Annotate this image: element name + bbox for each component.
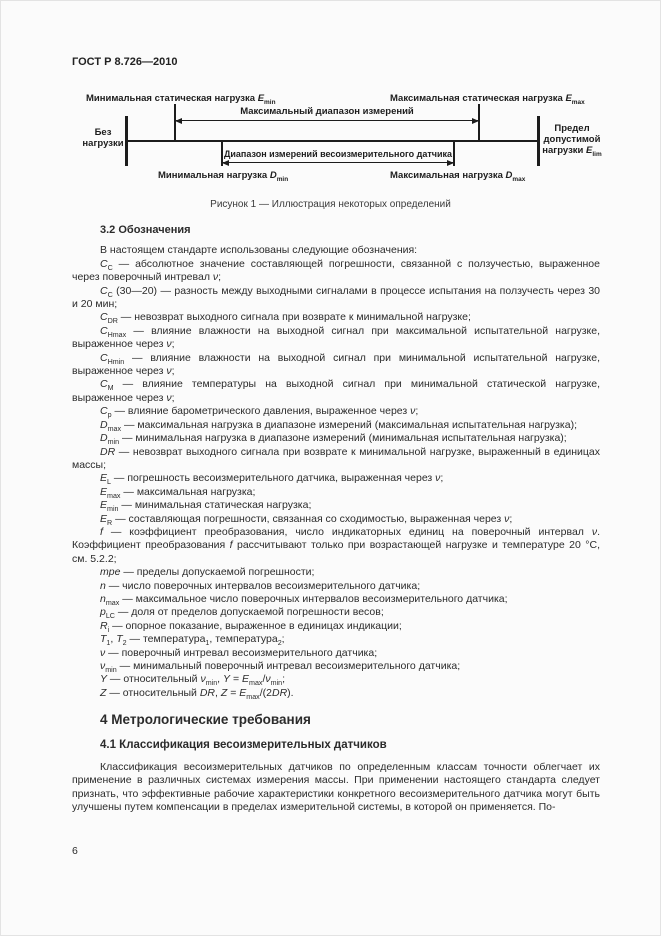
figure-1-diagram	[0, 0, 661, 220]
definitions-list	[72, 258, 600, 700]
body-text	[72, 224, 600, 815]
page-number: 6	[72, 845, 78, 857]
definition-item: $\nu_{min}$ — минимальный поверочный интревал весоизмерительного датчика;	[100, 660, 461, 675]
definition-item: $C_C$ — абсолютное значение составляющей погрешности, связанной с ползучестью, выраженное через поверочный интревал ν;	[72, 257, 600, 284]
emax-tick	[478, 104, 480, 141]
definition-item: $C_{DR}$ — невозврат выходного сигнала при возврате к минимальной нагрузке;	[100, 311, 471, 326]
label-max-load: Максимальная нагрузка $D_{max}$	[390, 170, 526, 183]
max-range-arrow	[176, 120, 478, 121]
figure-caption: Рисунок 1 — Иллюстрация некоторых определений	[210, 199, 451, 210]
label-min-static-load: Минимальная статическая нагрузка $E_{min}$	[86, 93, 276, 106]
definition-item: $E_{min}$ — минимальная статическая нагрузка;	[100, 499, 312, 514]
definition-item: n — число поверочных интервалов весоизмерительного датчика;	[100, 579, 421, 592]
label-max-measuring-range: Максимальный диапазон измерений	[240, 106, 414, 117]
definition-item: DR — невозврат выходного сигнала при возврате к минимальной нагрузке, выраженный в единицах массы;	[72, 445, 600, 471]
label-cell-measuring-range: Диапазон измерений весоизмерительного датчика	[223, 149, 453, 159]
definition-item: $C_{Hmax}$ — влияние влажности на выходной сигнал при максимальной испытательной нагрузке, выраженное через ν;	[72, 324, 600, 351]
definition-item: $C_{Hmin}$ — влияние влажности на выходной сигнал при минимальной испытательной нагрузке, выраженное через ν;	[72, 351, 600, 378]
section-3-2-title: 3.2 Обозначения	[100, 224, 191, 236]
emin-tick	[174, 104, 176, 141]
label-min-load: Минимальная нагрузка $D_{min}$	[158, 170, 289, 183]
definition-item: $T_1$, $T_2$ — температура$_1$, температура$_2$;	[100, 633, 285, 648]
definition-item: $n_{max}$ — максимальное число поверочных интервалов весоизмерительного датчика;	[100, 592, 508, 608]
definition-item: $p_{LC}$ — доля от пределов допускаемой погрешности весов;	[100, 606, 384, 621]
section-4-title: 4 Метрологические требования	[100, 712, 311, 728]
document-header: ГОСТ Р 8.726—2010	[72, 56, 178, 68]
load-limit-boundary-tick	[537, 116, 540, 166]
definition-item: $C_p$ — влияние барометрического давления, выраженное через ν;	[100, 405, 419, 420]
label-max-static-load: Максимальная статическая нагрузка $E_{max}$	[390, 93, 585, 106]
definition-item: mpe — пределы допускаемой погрешности;	[100, 566, 315, 579]
cell-range-arrow	[223, 162, 453, 163]
definition-item: ν — поверочный интревал весоизмерительного датчика;	[100, 646, 378, 659]
definition-item: $C_C$ (30—20) — разность между выходными сигналами в процессе испытания на ползучесть через 30 и 20 мин;	[72, 284, 600, 311]
section-3-2-intro: В настоящем стандарте использованы следующие обозначения:	[100, 244, 418, 257]
definition-item: Z — относительный DR, $Z = E_{max}/(2DR)$.	[100, 686, 294, 701]
section-4-1-title: 4.1 Классификация весоизмерительных датчиков	[100, 738, 387, 751]
definition-item: $E_{max}$ — максимальная нагрузка;	[100, 485, 256, 500]
definition-item: $D_{min}$ — минимальная нагрузка в диапазоне измерений (минимальная испытательная нагрузка);	[100, 432, 567, 447]
definition-item: $C_M$ — влияние температуры на выходной сигнал при минимальной статической нагрузке, выраженное через ν;	[72, 378, 600, 404]
label-load-limit: Предел допустимой нагрузки $E_{lim}$	[542, 123, 602, 158]
definition-item: $D_{max}$ — максимальная нагрузка в диапазоне измерений (максимальная испытательная нагрузка);	[100, 418, 577, 433]
label-no-load: Без нагрузки	[82, 127, 124, 149]
definition-item: $E_R$ — составляющая погрешности, связанная со сходимостью, выраженная через ν;	[100, 512, 513, 527]
definition-item: $E_L$ — погрешность весоизмерительного датчика, выраженная через ν;	[100, 472, 444, 487]
definition-item: $R_i$ — опорное показание, выраженное в единицах индикации;	[100, 619, 402, 634]
definition-item: Y — относительный $\nu_{min}$, $Y = E_{max}/\nu_{min}$;	[100, 673, 286, 688]
section-4-1-paragraph: Классификация весоизмерительных датчиков по определенным классам точности облегчает их применение в различных системах измерения массы. При применении настоящего стандарта следует признать, что эффективные рабочие характеристики конкретного весоизмерительного датчика могут быть улучшены путем компенсации в пределах измерительной системы, в которой он применяется. По-	[72, 761, 600, 814]
definition-item: f — коэффициент преобразования, число индикаторных единиц на поверочный интервал ν. Коэффициент преобразования f рассчитывают только при возрастающей нагрузке и температуре 20 °С, см. 5.2.2;	[72, 525, 600, 565]
